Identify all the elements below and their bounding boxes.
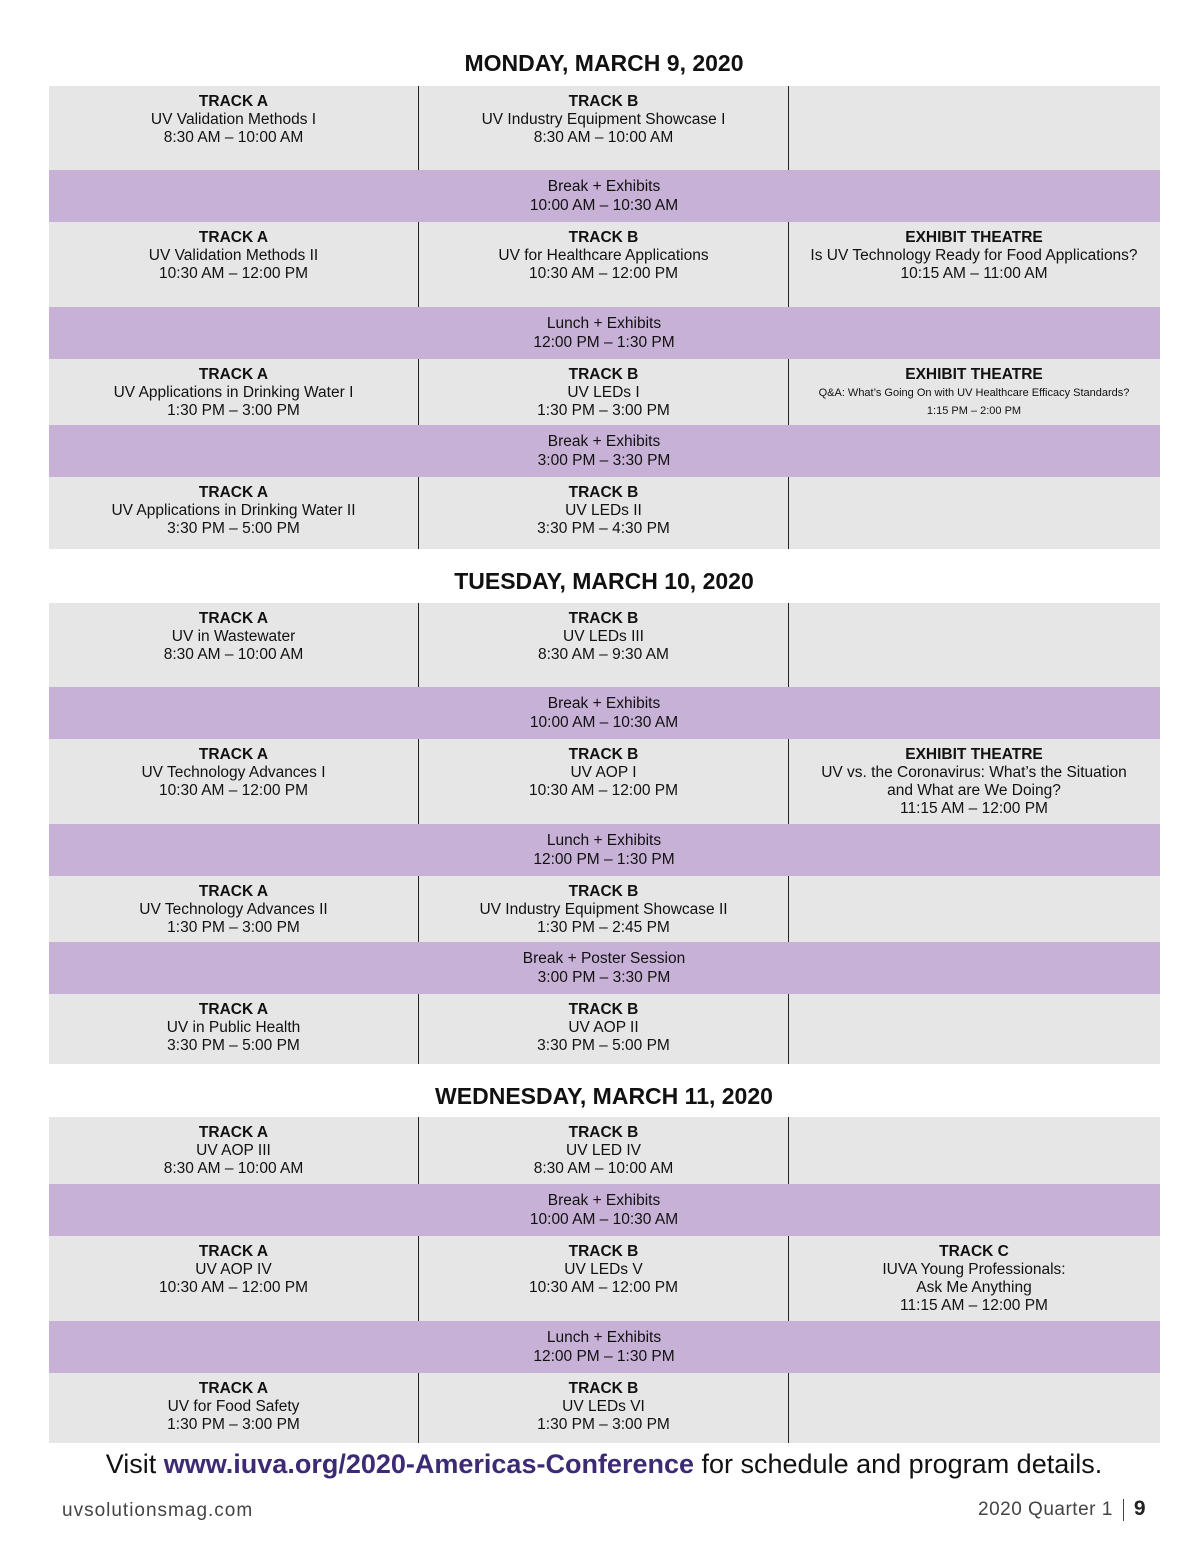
break-cell — [419, 687, 789, 739]
break-time: 10:00 AM – 10:30 AM — [529, 1211, 679, 1228]
session-cell — [419, 603, 789, 687]
session-cell — [789, 1236, 1159, 1321]
break-time: 3:00 PM – 3:30 PM — [537, 969, 671, 986]
session-cell — [49, 1373, 419, 1443]
break-title: Lunch + Exhibits — [546, 1329, 662, 1346]
session-title: UV AOP III — [196, 1142, 271, 1159]
session-title: UV LEDs V — [564, 1261, 643, 1278]
session-row — [49, 1236, 1160, 1321]
session-cell — [419, 1373, 789, 1443]
session-title: Q&A: What’s Going On with UV Healthcare Efficacy Standards? — [818, 387, 1130, 399]
session-title: UV LEDs VI — [562, 1398, 645, 1415]
track-label: TRACK A — [198, 1243, 269, 1260]
session-row — [49, 1117, 1160, 1184]
empty-cell — [49, 425, 419, 477]
session-cell — [419, 876, 789, 942]
track-label: TRACK B — [568, 1380, 639, 1397]
track-label: EXHIBIT THEATRE — [905, 229, 1043, 246]
session-title: UV AOP I — [570, 764, 637, 781]
break-row — [49, 307, 1160, 359]
session-cell — [419, 477, 789, 549]
break-cell — [419, 824, 789, 876]
session-title: UV LEDs II — [565, 502, 642, 519]
break-row — [49, 425, 1160, 477]
session-row — [49, 86, 1160, 170]
break-time: 10:00 AM – 10:30 AM — [529, 197, 679, 214]
track-label: EXHIBIT THEATRE — [905, 746, 1043, 763]
page-number: 9 — [1133, 1497, 1146, 1520]
session-time: 1:15 PM – 2:00 PM — [926, 405, 1022, 417]
track-label: TRACK B — [568, 1001, 639, 1018]
session-time: 1:30 PM – 3:00 PM — [537, 402, 670, 419]
session-time: 3:30 PM – 5:00 PM — [537, 1037, 670, 1054]
session-title: UV vs. the Coronavirus: What’s the Situation — [821, 764, 1127, 781]
session-cell — [49, 477, 419, 549]
break-time: 10:00 AM – 10:30 AM — [529, 714, 679, 731]
session-time: 3:30 PM – 5:00 PM — [167, 1037, 300, 1054]
break-row — [49, 942, 1160, 994]
session-title: and What are We Doing? — [887, 782, 1061, 799]
empty-cell — [49, 687, 419, 739]
break-row — [49, 1321, 1160, 1373]
track-label: TRACK B — [568, 484, 639, 501]
break-time: 12:00 PM – 1:30 PM — [533, 334, 675, 351]
schedule-grid-tuesday — [49, 603, 1160, 1064]
session-title: Ask Me Anything — [916, 1279, 1032, 1296]
break-title: Lunch + Exhibits — [546, 315, 662, 332]
issue-label: 2020 Quarter 1 — [978, 1499, 1113, 1520]
session-time: 10:30 AM – 12:00 PM — [158, 265, 309, 282]
session-time: 8:30 AM – 10:00 AM — [533, 129, 674, 146]
session-title: UV LED IV — [566, 1142, 641, 1159]
track-label: TRACK A — [198, 366, 269, 383]
track-label: TRACK A — [198, 1380, 269, 1397]
site-name: uvsolutionsmag.com — [62, 1500, 254, 1521]
empty-cell — [789, 1184, 1159, 1236]
session-time: 8:30 AM – 10:00 AM — [533, 1160, 674, 1177]
session-time: 10:30 AM – 12:00 PM — [528, 1279, 679, 1296]
session-time: 8:30 AM – 10:00 AM — [163, 646, 304, 663]
empty-cell — [49, 1321, 419, 1373]
track-label: TRACK A — [198, 229, 269, 246]
session-cell — [49, 739, 419, 824]
break-title: Break + Exhibits — [547, 1192, 661, 1209]
session-time: 10:30 AM – 12:00 PM — [528, 782, 679, 799]
empty-cell — [789, 477, 1159, 549]
empty-cell — [789, 307, 1159, 359]
track-label: EXHIBIT THEATRE — [905, 366, 1043, 383]
break-title: Break + Exhibits — [547, 433, 661, 450]
session-time: 1:30 PM – 3:00 PM — [167, 402, 300, 419]
break-cell — [419, 170, 789, 222]
session-title: UV LEDs I — [567, 384, 640, 401]
session-title: UV Applications in Drinking Water I — [113, 384, 354, 401]
session-cell — [49, 1117, 419, 1184]
session-title: UV Validation Methods I — [150, 111, 317, 128]
track-label: TRACK B — [568, 1124, 639, 1141]
session-time: 11:15 AM – 12:00 PM — [900, 1297, 1048, 1314]
empty-cell — [789, 1321, 1159, 1373]
day-title-wednesday: WEDNESDAY, MARCH 11, 2020 — [435, 1083, 773, 1109]
session-title: UV Industry Equipment Showcase I — [481, 111, 726, 128]
session-time: 8:30 AM – 9:30 AM — [538, 646, 669, 663]
footer-prefix: Visit — [105, 1449, 164, 1479]
session-time: 10:30 AM – 12:00 PM — [528, 265, 679, 282]
empty-cell — [49, 1184, 419, 1236]
session-title: UV Technology Advances I — [141, 764, 326, 781]
session-title: UV Applications in Drinking Water II — [111, 502, 356, 519]
session-time: 1:30 PM – 2:45 PM — [537, 919, 670, 936]
break-time: 3:00 PM – 3:30 PM — [537, 452, 671, 469]
session-row — [49, 222, 1160, 307]
empty-cell — [789, 824, 1159, 876]
session-time: 1:30 PM – 3:00 PM — [167, 919, 300, 936]
session-title: UV in Wastewater — [171, 628, 296, 645]
empty-cell — [789, 1373, 1159, 1443]
break-cell — [419, 1321, 789, 1373]
empty-cell — [789, 687, 1159, 739]
issue-info — [978, 1497, 1146, 1521]
break-title: Break + Poster Session — [522, 950, 686, 967]
track-label: TRACK A — [198, 484, 269, 501]
session-row — [49, 477, 1160, 549]
session-title: UV Validation Methods II — [148, 247, 319, 264]
empty-cell — [789, 876, 1159, 942]
session-title: UV for Food Safety — [167, 1398, 300, 1415]
footer-suffix: for schedule and program details. — [694, 1449, 1103, 1479]
session-cell — [789, 359, 1159, 425]
break-row — [49, 687, 1160, 739]
empty-cell — [49, 942, 419, 994]
track-label: TRACK B — [568, 229, 639, 246]
empty-cell — [49, 170, 419, 222]
session-title: UV AOP IV — [195, 1261, 272, 1278]
session-time: 3:30 PM – 4:30 PM — [537, 520, 670, 537]
track-label: TRACK B — [568, 610, 639, 627]
empty-cell — [789, 1117, 1159, 1184]
session-time: 1:30 PM – 3:00 PM — [537, 1416, 670, 1433]
session-time: 10:30 AM – 12:00 PM — [158, 1279, 309, 1296]
track-label: TRACK A — [198, 93, 269, 110]
day-title-tuesday: TUESDAY, MARCH 10, 2020 — [454, 568, 754, 594]
session-time: 10:30 AM – 12:00 PM — [158, 782, 309, 799]
session-cell — [789, 222, 1159, 307]
session-cell — [49, 603, 419, 687]
empty-cell — [789, 425, 1159, 477]
empty-cell — [789, 86, 1159, 170]
session-cell — [419, 359, 789, 425]
schedule-grid-wednesday — [49, 1117, 1160, 1443]
session-title: UV Technology Advances II — [139, 901, 328, 918]
track-label: TRACK B — [568, 1243, 639, 1260]
session-cell — [419, 222, 789, 307]
session-cell — [419, 739, 789, 824]
session-title: UV in Public Health — [166, 1019, 301, 1036]
session-cell — [49, 994, 419, 1064]
divider — [1123, 1499, 1124, 1521]
session-cell — [49, 359, 419, 425]
day-title-monday: MONDAY, MARCH 9, 2020 — [464, 50, 744, 76]
footer-visit-line — [0, 1449, 1200, 1480]
session-cell — [419, 86, 789, 170]
track-label: TRACK A — [198, 1001, 269, 1018]
break-row — [49, 1184, 1160, 1236]
session-title: UV Industry Equipment Showcase II — [479, 901, 728, 918]
track-label: TRACK B — [568, 93, 639, 110]
session-row — [49, 359, 1160, 425]
empty-cell — [49, 824, 419, 876]
break-title: Break + Exhibits — [547, 178, 661, 195]
track-label: TRACK B — [568, 883, 639, 900]
session-time: 8:30 AM – 10:00 AM — [163, 129, 304, 146]
session-row — [49, 1373, 1160, 1443]
break-cell — [419, 307, 789, 359]
session-cell — [419, 994, 789, 1064]
empty-cell — [49, 307, 419, 359]
empty-cell — [789, 994, 1159, 1064]
session-time: 8:30 AM – 10:00 AM — [163, 1160, 304, 1177]
session-row — [49, 994, 1160, 1064]
empty-cell — [789, 603, 1159, 687]
session-row — [49, 876, 1160, 942]
break-time: 12:00 PM – 1:30 PM — [533, 851, 675, 868]
track-label: TRACK B — [568, 366, 639, 383]
session-title: UV AOP II — [568, 1019, 639, 1036]
session-cell — [419, 1236, 789, 1321]
session-cell — [49, 222, 419, 307]
schedule-grid-monday — [49, 86, 1160, 549]
track-label: TRACK A — [198, 1124, 269, 1141]
conference-link[interactable]: www.iuva.org/2020-Americas-Conference — [163, 1449, 694, 1479]
track-label: TRACK A — [198, 883, 269, 900]
break-row — [49, 824, 1160, 876]
session-cell — [49, 86, 419, 170]
session-title: IUVA Young Professionals: — [882, 1261, 1066, 1278]
break-cell — [419, 1184, 789, 1236]
session-title: UV for Healthcare Applications — [498, 247, 709, 264]
break-time: 12:00 PM – 1:30 PM — [533, 1348, 675, 1365]
break-cell — [419, 942, 789, 994]
session-title: UV LEDs III — [563, 628, 644, 645]
break-cell — [419, 425, 789, 477]
session-time: 10:15 AM – 11:00 AM — [900, 265, 1048, 282]
session-cell — [49, 876, 419, 942]
track-label: TRACK C — [939, 1243, 1009, 1260]
break-row — [49, 170, 1160, 222]
track-label: TRACK A — [198, 610, 269, 627]
track-label: TRACK B — [568, 746, 639, 763]
session-cell — [419, 1117, 789, 1184]
track-label: TRACK A — [198, 746, 269, 763]
break-title: Lunch + Exhibits — [546, 832, 662, 849]
empty-cell — [789, 170, 1159, 222]
session-time: 1:30 PM – 3:00 PM — [167, 1416, 300, 1433]
session-row — [49, 603, 1160, 687]
session-row — [49, 739, 1160, 824]
session-time: 11:15 AM – 12:00 PM — [900, 800, 1048, 817]
session-time: 3:30 PM – 5:00 PM — [167, 520, 300, 537]
session-cell — [49, 1236, 419, 1321]
session-title: Is UV Technology Ready for Food Applications? — [810, 247, 1138, 264]
break-title: Break + Exhibits — [547, 695, 661, 712]
empty-cell — [789, 942, 1159, 994]
session-cell — [789, 739, 1159, 824]
